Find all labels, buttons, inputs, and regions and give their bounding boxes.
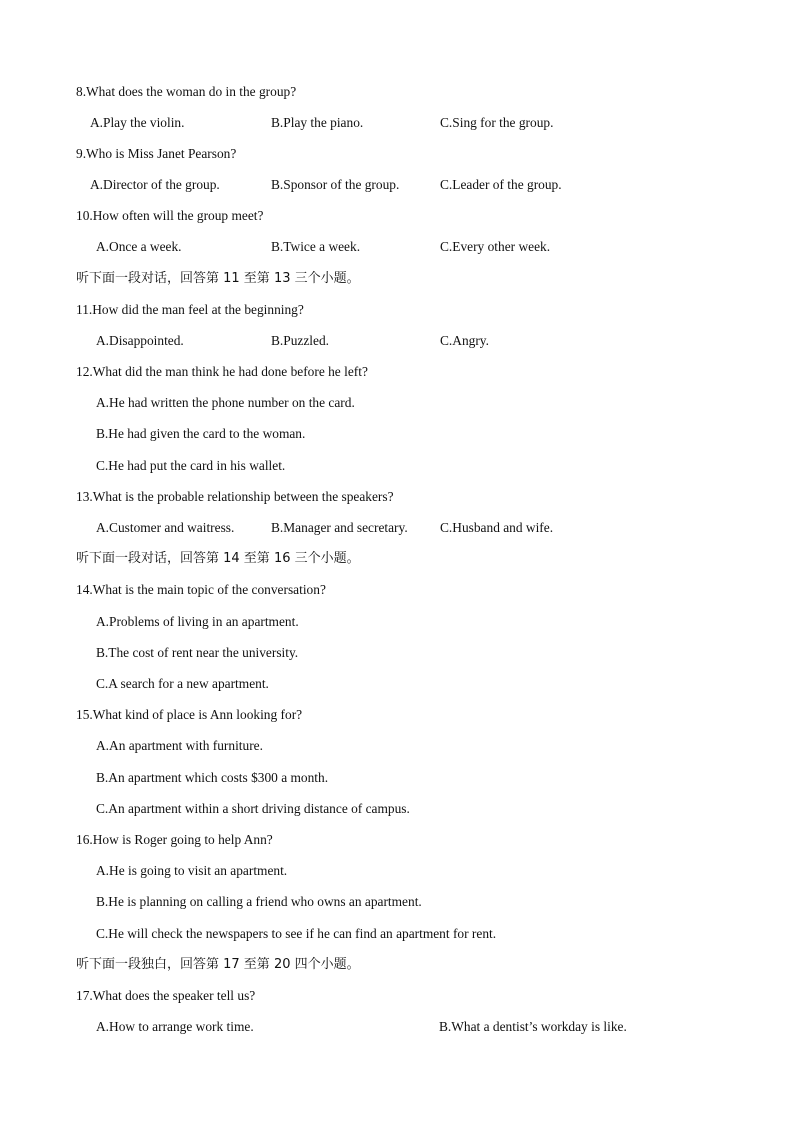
section-heading-3: 听下面一段独白，回答第 17 至第 20 四个小题。 xyxy=(76,957,360,972)
question-12: 12.What did the man think he had done before he left? xyxy=(76,364,368,379)
q15-option-a: A.An apartment with furniture. xyxy=(96,738,263,753)
q10-option-a: A.Once a week. xyxy=(96,239,182,254)
question-15: 15.What kind of place is Ann looking for? xyxy=(76,707,303,722)
q17-option-a: A.How to arrange work time. xyxy=(96,1019,254,1034)
q15-option-b: B.An apartment which costs $300 a month. xyxy=(96,770,329,785)
question-11: 11.How did the man feel at the beginning? xyxy=(76,302,304,317)
question-8: 8.What does the woman do in the group? xyxy=(76,84,297,99)
q11-option-c: C.Angry. xyxy=(440,333,489,348)
q9-option-c: C.Leader of the group. xyxy=(440,177,562,192)
q14-option-a: A.Problems of living in an apartment. xyxy=(96,614,299,629)
q11-option-a: A.Disappointed. xyxy=(96,333,184,348)
q12-option-b: B.He had given the card to the woman. xyxy=(96,426,306,441)
q16-option-c: C.He will check the newspapers to see if he can find an apartment for rent. xyxy=(96,926,497,941)
q14-option-b: B.The cost of rent near the university. xyxy=(96,645,299,660)
q12-option-a: A.He had written the phone number on the card. xyxy=(96,395,355,410)
question-17: 17.What does the speaker tell us? xyxy=(76,988,256,1003)
section-heading-1: 听下面一段对话，回答第 11 至第 13 三个小题。 xyxy=(76,271,360,286)
question-14: 14.What is the main topic of the conversation? xyxy=(76,582,326,597)
q8-option-c: C.Sing for the group. xyxy=(440,115,554,130)
q8-option-a: A.Play the violin. xyxy=(90,115,185,130)
question-10: 10.How often will the group meet? xyxy=(76,208,264,223)
section-heading-2: 听下面一段对话，回答第 14 至第 16 三个小题。 xyxy=(76,551,360,566)
question-16: 16.How is Roger going to help Ann? xyxy=(76,832,273,847)
q9-option-a: A.Director of the group. xyxy=(90,177,220,192)
q9-option-b: B.Sponsor of the group. xyxy=(271,177,400,192)
q17-option-b: B.What a dentist’s workday is like. xyxy=(439,1019,627,1034)
question-9: 9.Who is Miss Janet Pearson? xyxy=(76,146,237,161)
q12-option-c: C.He had put the card in his wallet. xyxy=(96,458,286,473)
q13-option-b: B.Manager and secretary. xyxy=(271,520,408,535)
q14-option-c: C.A search for a new apartment. xyxy=(96,676,269,691)
q13-option-a: A.Customer and waitress. xyxy=(96,520,235,535)
question-13: 13.What is the probable relationship between the speakers? xyxy=(76,489,394,504)
q8-option-b: B.Play the piano. xyxy=(271,115,364,130)
q16-option-a: A.He is going to visit an apartment. xyxy=(96,863,288,878)
q16-option-b: B.He is planning on calling a friend who owns an apartment. xyxy=(96,894,422,909)
q11-option-b: B.Puzzled. xyxy=(271,333,330,348)
q10-option-c: C.Every other week. xyxy=(440,239,551,254)
q13-option-c: C.Husband and wife. xyxy=(440,520,554,535)
q10-option-b: B.Twice a week. xyxy=(271,239,361,254)
q15-option-c: C.An apartment within a short driving distance of campus. xyxy=(96,801,410,816)
